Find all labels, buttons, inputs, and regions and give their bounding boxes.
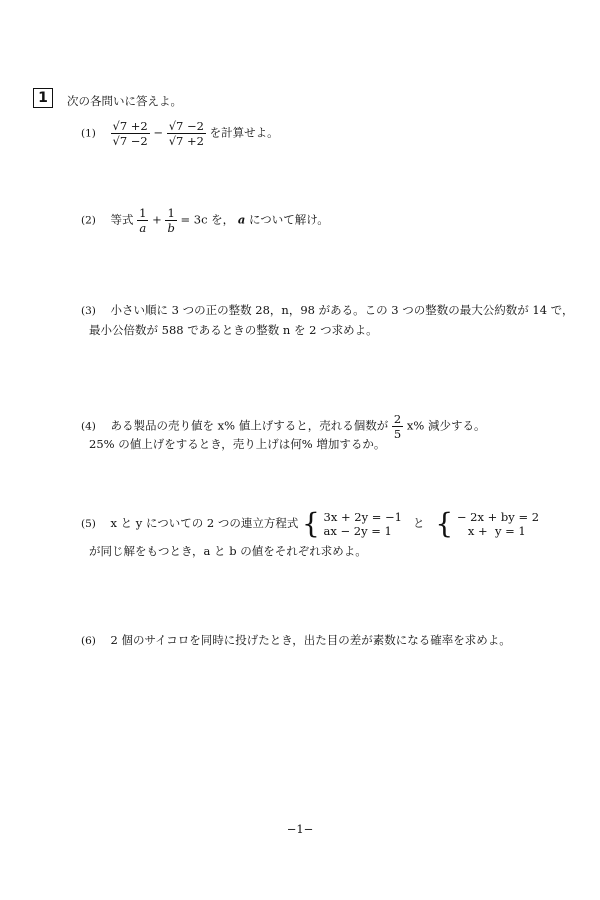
system-2-equation-2: x + y = 1 (456, 524, 526, 538)
left-brace-2: { (435, 507, 454, 540)
solve-variable: a (237, 212, 246, 227)
question-6 (81, 632, 511, 648)
question-1-label: (1) (81, 127, 96, 140)
system-1-equation-1: 3x + 2y = −1 (323, 510, 402, 524)
question-5-line-2: が同じ解をもつとき，a と b の値をそれぞれ求めよ。 (89, 544, 367, 558)
fraction-1-over-a (137, 206, 148, 235)
fraction-1 (111, 119, 150, 148)
question-3-line-2: 最小公倍数が 588 であるときの整数 n を 2 つ求めよ。 (89, 323, 378, 337)
fraction-2-numerator: √7 −2 (168, 119, 204, 133)
question-3 (81, 302, 573, 318)
question-3-label: (3) (81, 305, 96, 317)
plus-sign: + (152, 212, 162, 227)
fraction-denominator: a (137, 220, 148, 235)
question-6-text: 2 個のサイコロを同時に投げたとき，出た目の差が素数になる確率を求めよ。 (110, 633, 511, 647)
fraction-denominator: b (167, 221, 175, 235)
question-2-label: (2) (81, 214, 96, 227)
fraction-1-denominator: √7 −2 (112, 134, 148, 148)
question-4-line-1-b: x% 減少する。 (406, 418, 486, 433)
question-4-line-2: 25% の値上げをするとき，売り上げは何% 増加するか。 (89, 437, 386, 451)
question-4-line-1-a: ある製品の売り値を x% 値上げすると，売れる個数が (110, 418, 389, 433)
equation-rhs: = 3c を， (180, 212, 235, 227)
fraction-2-denominator: √7 +2 (168, 134, 204, 148)
question-1 (81, 119, 279, 148)
question-5 (81, 507, 540, 540)
question-2-tail: について解け。 (248, 212, 329, 227)
conjunction-to: と (412, 516, 425, 530)
question-1-tail: を計算せよ。 (209, 125, 279, 140)
question-2 (81, 206, 329, 235)
problem-number-box: 1 (33, 88, 53, 108)
equation-system-1 (324, 510, 402, 538)
question-5-lead: x と y についての 2 つの連立方程式 (110, 516, 299, 530)
equation-system-2 (457, 510, 539, 538)
left-brace-1: { (302, 507, 320, 540)
question-6-label: (6) (81, 635, 96, 647)
fraction-1-numerator: √7 +2 (112, 119, 148, 133)
minus-sign: − (153, 125, 164, 140)
page-number: −1− (286, 822, 314, 836)
system-2-equation-1: − 2x + by = 2 (456, 510, 540, 524)
problem-instruction: 次の各問いに答えよ。 (67, 94, 182, 108)
question-2-lead: 等式 (110, 212, 134, 227)
question-5-label: (5) (81, 518, 96, 530)
question-3-line-1: 小さい順に 3 つの正の整数 28，n，98 がある。この 3 つの整数の最大公約数が 14 で， (110, 303, 574, 317)
fraction-2-over-5 (392, 412, 403, 441)
system-1-equation-2: ax − 2y = 1 (323, 524, 392, 538)
question-4-label: (4) (81, 420, 96, 433)
fraction-2 (167, 119, 206, 148)
fraction-1-over-b (165, 206, 176, 235)
fraction-numerator: 1 (167, 206, 175, 220)
fraction-denominator: 5 (393, 427, 402, 441)
fraction-numerator: 2 (393, 412, 402, 426)
fraction-numerator: 1 (139, 206, 147, 220)
